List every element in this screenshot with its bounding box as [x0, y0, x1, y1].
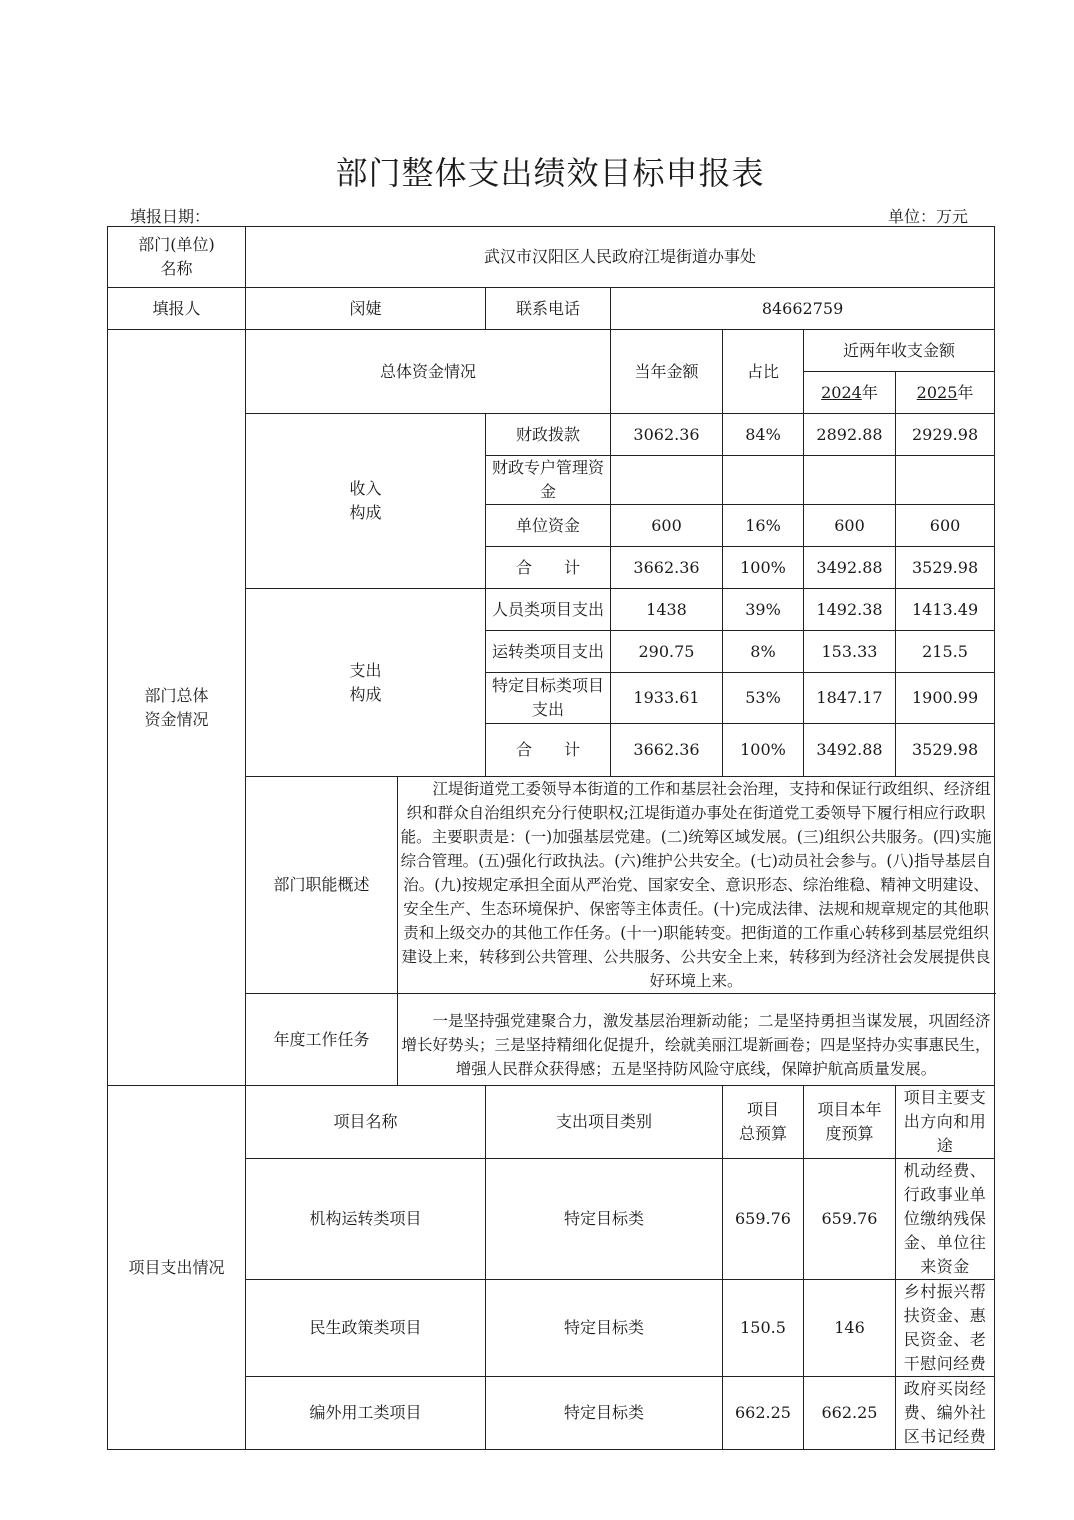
income-total-label: 合 计 — [486, 547, 611, 589]
project-category: 特定目标类 — [486, 1377, 723, 1450]
income-item-2024: 600 — [804, 505, 896, 547]
project-name-header: 项目名称 — [246, 1086, 486, 1159]
phone-label: 联系电话 — [486, 288, 611, 330]
year-2024-value: 2024 — [821, 382, 862, 402]
expense-item-ratio: 8% — [723, 631, 804, 673]
total-budget-line2: 总预算 — [738, 1124, 787, 1143]
project-name: 编外用工类项目 — [246, 1377, 486, 1450]
project-category: 特定目标类 — [486, 1159, 723, 1280]
project-usage-header: 项目主要支出方向和用途 — [896, 1086, 995, 1159]
income-item-amount — [611, 456, 723, 505]
functions-label: 部门职能概述 — [246, 777, 398, 994]
expense-total-label: 合 计 — [486, 724, 611, 777]
recent-two-years-header: 近两年收支金额 — [804, 330, 995, 372]
funds-section-label-line1: 部门总体 — [144, 685, 209, 705]
year-suffix: 年 — [957, 382, 974, 402]
project-usage: 机动经费、行政事业单位缴纳残保金、单位往来资金 — [896, 1159, 995, 1280]
expense-total-2024: 3492.88 — [804, 724, 896, 777]
filler-value: 闵婕 — [246, 288, 486, 330]
overall-funds-header: 总体资金情况 — [246, 330, 611, 414]
project-year-budget: 146 — [804, 1280, 896, 1377]
expense-total-ratio: 100% — [723, 724, 804, 777]
income-label-line1: 收入 — [349, 479, 382, 498]
income-total-2024: 3492.88 — [804, 547, 896, 589]
project-year-budget: 659.76 — [804, 1159, 896, 1280]
income-item-name: 财政专户管理资金 — [486, 456, 611, 505]
dept-name-label-line2: 名称 — [160, 259, 193, 278]
project-total-budget: 659.76 — [723, 1159, 804, 1280]
expense-item-2024: 153.33 — [804, 631, 896, 673]
income-item-name: 财政拨款 — [486, 414, 611, 456]
performance-form-table — [107, 226, 995, 1450]
projects-header-row — [108, 1086, 995, 1159]
dept-name-row — [108, 227, 995, 288]
total-budget-line1: 项目 — [746, 1100, 779, 1119]
income-item-amount: 600 — [611, 505, 723, 547]
project-category: 特定目标类 — [486, 1280, 723, 1377]
income-item-2025 — [896, 456, 995, 505]
income-total-amount: 3662.36 — [611, 547, 723, 589]
income-item-amount: 3062.36 — [611, 414, 723, 456]
income-item-2024 — [804, 456, 896, 505]
expense-item-2025: 1900.99 — [896, 673, 995, 724]
year-budget-line2: 度预算 — [825, 1124, 874, 1143]
expense-label — [246, 589, 486, 777]
income-item-ratio — [723, 456, 804, 505]
filler-label: 填报人 — [108, 288, 246, 330]
ratio-header: 占比 — [723, 330, 804, 414]
expense-item-amount: 290.75 — [611, 631, 723, 673]
income-item-ratio: 16% — [723, 505, 804, 547]
income-total-2025: 3529.98 — [896, 547, 995, 589]
dept-name-label-line1: 部门(单位) — [138, 235, 215, 254]
expense-item-ratio: 39% — [723, 589, 804, 631]
expense-item-amount: 1933.61 — [611, 673, 723, 724]
projects-label: 项目支出情况 — [108, 1086, 246, 1450]
project-name: 民生政策类项目 — [246, 1280, 486, 1377]
annual-tasks-text: 一是坚持强党建聚合力，激发基层治理新动能；二是坚持勇担当谋发展，巩固经济增长好势头；三是坚持精细化促提升，绘就美丽江堤新画卷；四是坚持办实事惠民生，增强人民群众获得感；五是坚持防风险守底线，保障护航高质量发展。 — [401, 1011, 991, 1078]
income-item-2024: 2892.88 — [804, 414, 896, 456]
income-item-name: 单位资金 — [486, 505, 611, 547]
phone-value: 84662759 — [611, 288, 995, 330]
project-year-budget: 662.25 — [804, 1377, 896, 1450]
dept-name-value: 武汉市汉阳区人民政府江堤街道办事处 — [246, 227, 995, 288]
project-year-budget-header — [804, 1086, 896, 1159]
income-item-ratio: 84% — [723, 414, 804, 456]
expense-item-name: 人员类项目支出 — [486, 589, 611, 631]
income-label — [246, 414, 486, 589]
project-total-budget: 150.5 — [723, 1280, 804, 1377]
expense-item-name: 运转类项目支出 — [486, 631, 611, 673]
dept-name-label — [108, 227, 246, 288]
filler-row — [108, 288, 995, 330]
expense-item-2024: 1847.17 — [804, 673, 896, 724]
expense-item-2025: 215.5 — [896, 631, 995, 673]
expense-item-ratio: 53% — [723, 673, 804, 724]
income-item-2025: 2929.98 — [896, 414, 995, 456]
expense-label-line2: 构成 — [349, 684, 382, 704]
funds-section-label-line2: 资金情况 — [144, 709, 209, 729]
project-name: 机构运转类项目 — [246, 1159, 486, 1280]
project-usage: 乡村振兴帮扶资金、惠民资金、老干慰问经费 — [896, 1280, 995, 1377]
funds-section-label — [108, 330, 246, 1086]
project-usage: 政府买岗经费、编外社区书记经费 — [896, 1377, 995, 1450]
expense-item-name: 特定目标类项目支出 — [486, 673, 611, 724]
current-amount-header: 当年金额 — [611, 330, 723, 414]
expense-label-line1: 支出 — [349, 660, 382, 680]
form-title: 部门整体支出绩效目标申报表 — [335, 154, 765, 192]
project-total-budget: 662.25 — [723, 1377, 804, 1450]
income-total-ratio: 100% — [723, 547, 804, 589]
expense-item-2025: 1413.49 — [896, 589, 995, 631]
year-budget-line1: 项目本年 — [817, 1100, 882, 1119]
functions-text-cell — [398, 777, 995, 994]
annual-tasks-label: 年度工作任务 — [246, 994, 398, 1086]
year-2024-header — [804, 372, 896, 414]
expense-total-amount: 3662.36 — [611, 724, 723, 777]
year-2025-value: 2025 — [916, 382, 958, 402]
unit-label: 单位：万元 — [887, 207, 968, 226]
expense-item-2024: 1492.38 — [804, 589, 896, 631]
functions-text: 江堤街道党工委领导本街道的工作和基层社会治理，支持和保证行政组织、经济组织和群众自治组织充分行使职权;江堤街道办事处在街道党工委领导下履行相应行政职能。主要职责是：(一)加强基层党建。(二)统筹区域发展。(三)组织公共服务。(四)实施综合管理。(五)强化行政执法。(六)维护公共安全。(七)动员社会参与。(八)指导基层自治。(九)按规定承担全面从严治党、国家安全、意识形态、综治维稳、精神文明建设、安全生产、生态环境保护、保密等主体责任。(十)完成法律、法规和规章规定的其他职责和上级交办的其他工作任务。(十一)职能转变。把街道的工作重心转移到基层党组织建设上来，转移到公共管理、公共服务、公共安全上来，转移到为经济社会发展提供良好环境上来。 — [400, 780, 992, 990]
funds-header-row — [108, 330, 995, 372]
expense-item-amount: 1438 — [611, 589, 723, 631]
expense-total-2025: 3529.98 — [896, 724, 995, 777]
project-category-header: 支出项目类别 — [486, 1086, 723, 1159]
project-total-budget-header — [723, 1086, 804, 1159]
annual-tasks-text-cell — [398, 994, 995, 1086]
year-2025-header — [896, 372, 995, 414]
income-item-2025: 600 — [896, 505, 995, 547]
year-suffix: 年 — [861, 382, 878, 402]
income-label-line2: 构成 — [349, 503, 382, 522]
fill-date-label: 填报日期： — [130, 207, 211, 226]
